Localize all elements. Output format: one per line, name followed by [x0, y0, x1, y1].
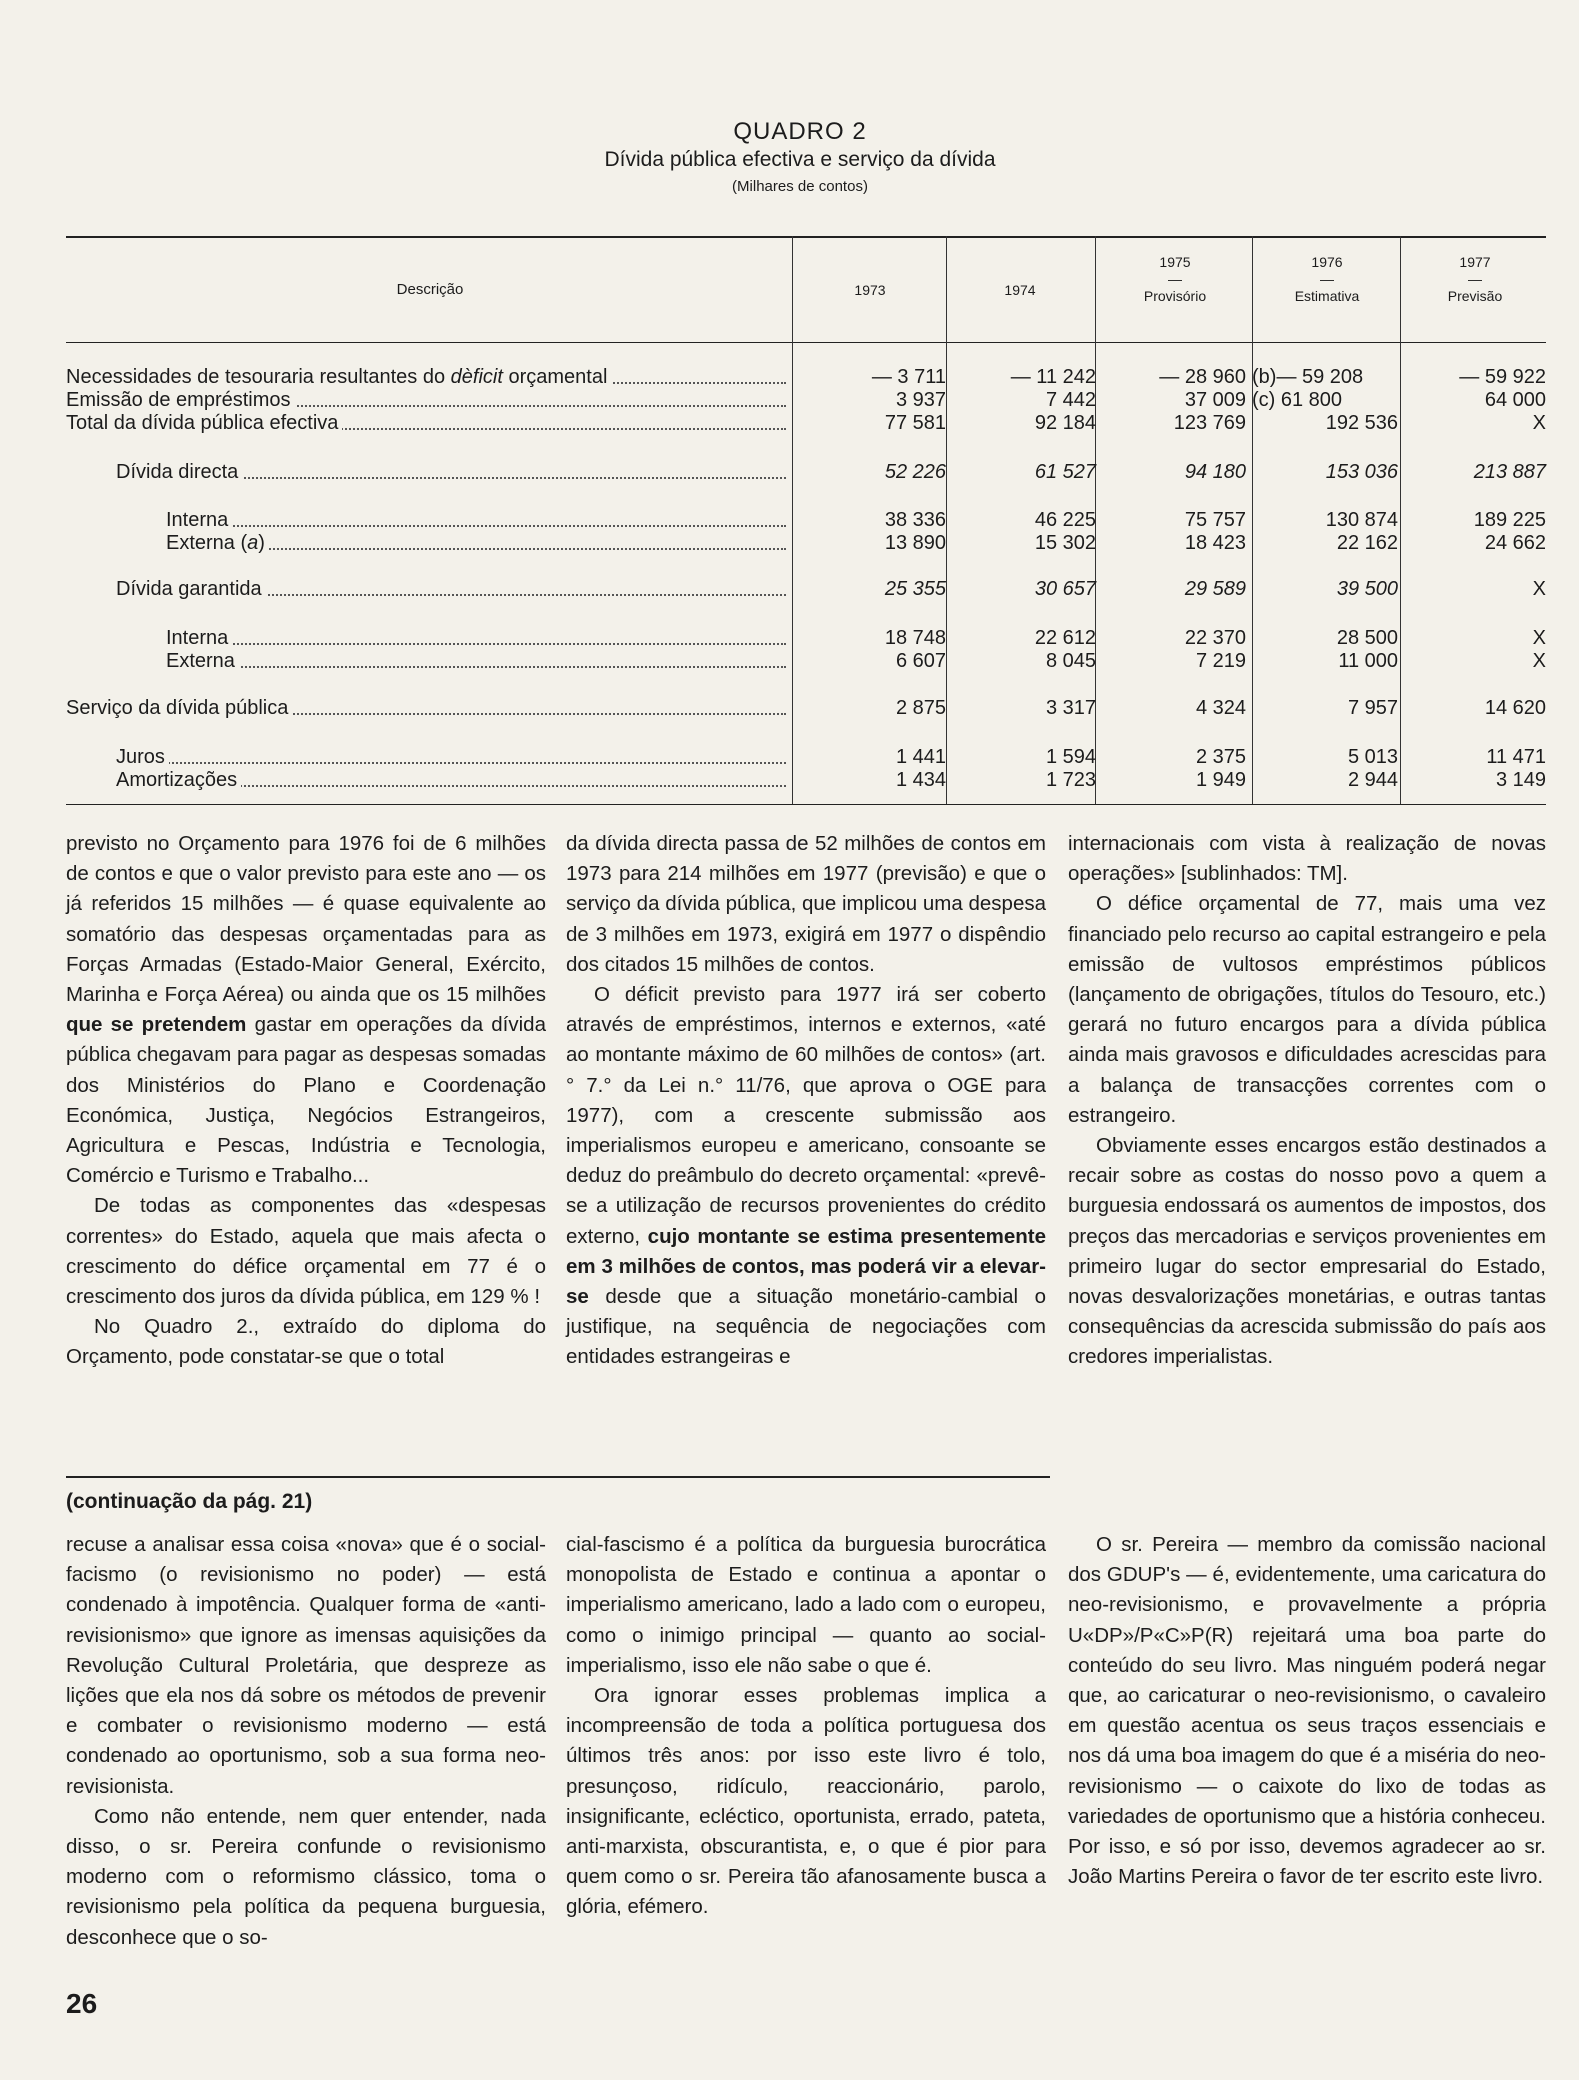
paragraph: No Quadro 2., extraído do diploma do Orçamento, pode constatar-se que o total	[66, 1315, 546, 1369]
table-row: Necessidades de tesouraria resultantes do dèficit orçamental — 3 711 — 11 242 — 28 960 (b)— 59 208 — 59 922	[66, 366, 1546, 388]
table-row: Dívida garantida 25 355 30 657 29 589 39 500 X	[116, 578, 1546, 600]
table-header-description: Descrição	[396, 281, 464, 298]
paragraph: cial-fascismo é a política da burguesia burocrática monopolista de Estado e continua a apontar o imperialismo americano, lado a lado com o europeu, como o inimigo principal — quanto ao social-imperialismo, isso ele não sabe o que é.	[566, 1533, 1046, 1677]
lower-text-column-2	[566, 1530, 1046, 1923]
paragraph: previsto no Orçamento para 1976 foi de 6 milhões de contos e que o valor previsto para este ano — os já referidos 15 milhões — é quase equivalente ao somatório das despesas orçamentadas para as Forças Armadas (Estado-Maior General, Exército, Marinha e Força Aérea) ou ainda que os 15 milhões que se pretendem gastar em operações da dívida pública chegavam para pagar as despesas somadas dos Ministérios do Plano e Coordenação Económica, Justiça, Negócios Estrangeiros, Agricultura e Pescas, Indústria e Tecnologia, Comércio e Turismo e Trabalho...	[66, 832, 546, 1188]
table-heading	[520, 118, 1080, 195]
paragraph: internacionais com vista à realização de novas operações» [sublinhados: TM].	[1068, 832, 1546, 886]
upper-text-column-1	[66, 829, 546, 1373]
upper-text-column-2	[566, 829, 1046, 1373]
section-divider	[66, 1476, 1050, 1478]
table-subtitle: Dívida pública efectiva e serviço da dívida	[604, 148, 996, 171]
table-row: Emissão de empréstimos 3 937 7 442 37 009 (c) 61 800 64 000	[66, 389, 1546, 411]
table-row: Externa (a) 13 890 15 302 18 423 22 162 24 662	[166, 532, 1546, 554]
table-row: Juros 1 441 1 594 2 375 5 013 11 471	[116, 746, 1546, 768]
table-row: Amortizações 1 434 1 723 1 949 2 944 3 149	[116, 769, 1546, 791]
table-header-rule	[66, 342, 1546, 343]
paragraph: O sr. Pereira — membro da comissão nacional dos GDUP's — é, evidentemente, uma caricatura do neo-revisionismo, e provavelmente a própria U«DP»/P«C»P(R) rejeitará uma boa parte do conteúdo do seu livro. Mas ninguém poderá negar que, ao caricaturar o neo-revisionismo, o cavaleiro em questão acentua os seus traços essenciais e nos dá uma boa imagem do que é a miséria do neo-revisionismo — o caixote do lixo de todas as variedades de oportunismo que a história conheceu. Por isso, e só por isso, devemos agradecer ao sr. João Martins Pereira o favor de ter escrito este livro.	[1068, 1533, 1546, 1889]
lower-text-column-3	[1068, 1530, 1546, 1892]
table-header-year: 1976 — Estimativa	[1294, 254, 1360, 304]
paragraph: Como não entende, nem quer entender, nada disso, o sr. Pereira confunde o revisionismo moderno com o reformismo clássico, toma o revisionismo pela política da pequena burguesia, desconhece que o so-	[66, 1804, 546, 1949]
page-number: 26	[66, 1988, 98, 2019]
upper-text-column-3	[1068, 829, 1546, 1373]
table-bottom-rule	[66, 804, 1546, 805]
paragraph: recuse a analisar essa coisa «nova» que é o social-facismo (o revisionismo no poder) — está condenado à impotência. Qualquer forma de «anti-revisionismo» que ignore as imensas aquisições da Revolução Cultural Proletária, que despreze as lições que ela nos dá sobre os métodos de prevenir e combater o revisionismo moderno — está condenado ao oportunismo, sob a sua forma neo-revisionista.	[66, 1533, 546, 1798]
table-row: Total da dívida pública efectiva 77 581 92 184 123 769 192 536 X	[66, 412, 1546, 434]
table-row: Dívida directa 52 226 61 527 94 180 153 036 213 887	[116, 461, 1546, 483]
table-top-rule	[66, 236, 1546, 238]
table-row: Serviço da dívida pública 2 875 3 317 4 324 7 957 14 620	[66, 697, 1546, 719]
table-title: QUADRO 2	[733, 118, 867, 145]
paragraph: Ora ignorar esses problemas implica a incompreensão de toda a política portuguesa dos últimos três anos: por isso este livro é tolo, presunçoso, ridículo, reaccionário, parolo, insignificante, ecléctico, oportunista, errado, pateta, anti-marxista, obscurantista, e, o que é pior para quem como o sr. Pereira tão afanosamente busca a glória, efémero.	[566, 1684, 1046, 1919]
table-row: Interna 38 336 46 225 75 757 130 874 189 225	[166, 509, 1546, 531]
lower-text-column-1	[66, 1530, 546, 1953]
table-row: Interna 18 748 22 612 22 370 28 500 X	[166, 627, 1546, 649]
paragraph: O déficit previsto para 1977 irá ser coberto através de empréstimos, internos e externos, «até ao montante máximo de 60 milhões de contos» (art.° 7.° da Lei n.° 11/76, que aprova o OGE para 1977), com a crescente submissão aos imperialismos europeu e americano, consoante se deduz do preâmbulo do decreto orçamental: «prevê-se a utilização de recursos provenientes do crédito externo, cujo montante se estima presentemente em 3 milhões de contos, mas poderá vir a elevar-se desde que a situação monetário-cambial o justifique, na sequência de negociações com entidades estrangeiras e	[566, 983, 1046, 1369]
continuation-heading: (continuação da pág. 21)	[66, 1490, 313, 1513]
table-header-year: 1974	[1004, 282, 1036, 298]
table-units: (Milhares de contos)	[732, 178, 868, 195]
table-header-year: 1973	[854, 282, 886, 298]
table-header-year: 1975 — Provisório	[1143, 254, 1207, 304]
paragraph: O défice orçamental de 77, mais uma vez financiado pelo recurso ao capital estrangeiro e pela emissão de vultosos empréstimos públicos (lançamento de obrigações, títulos do Tesouro, etc.) gerará no futuro encargos para a dívida pública ainda mais gravosos e dificuldades acrescidas para a balança de transacções correntes com o estrangeiro.	[1068, 892, 1546, 1127]
paragraph: De todas as componentes das «despesas correntes» do Estado, aquela que mais afecta o crescimento do défice orçamental em 77 é o crescimento dos juros da dívida pública, em 129 % !	[66, 1194, 546, 1309]
table-header-year: 1977 — Previsão	[1447, 254, 1503, 304]
paragraph: Obviamente esses encargos estão destinados a recair sobre as costas do nosso povo a quem a burguesia endossará os aumentos de impostos, dos preços das mercadorias e serviços provenientes em primeiro lugar do sector empresarial do Estado, novas desvalorizações monetárias, e outras tantas consequências da acrescida submissão do país aos credores imperialistas.	[1068, 1134, 1546, 1369]
paragraph: da dívida directa passa de 52 milhões de contos em 1973 para 214 milhões em 1977 (previsão) e que o serviço da dívida pública, que implicou uma despesa de 3 milhões em 1973, exigirá em 1977 o dispêndio dos citados 15 milhões de contos.	[566, 832, 1046, 976]
table-row: Externa 6 607 8 045 7 219 11 000 X	[166, 650, 1546, 672]
